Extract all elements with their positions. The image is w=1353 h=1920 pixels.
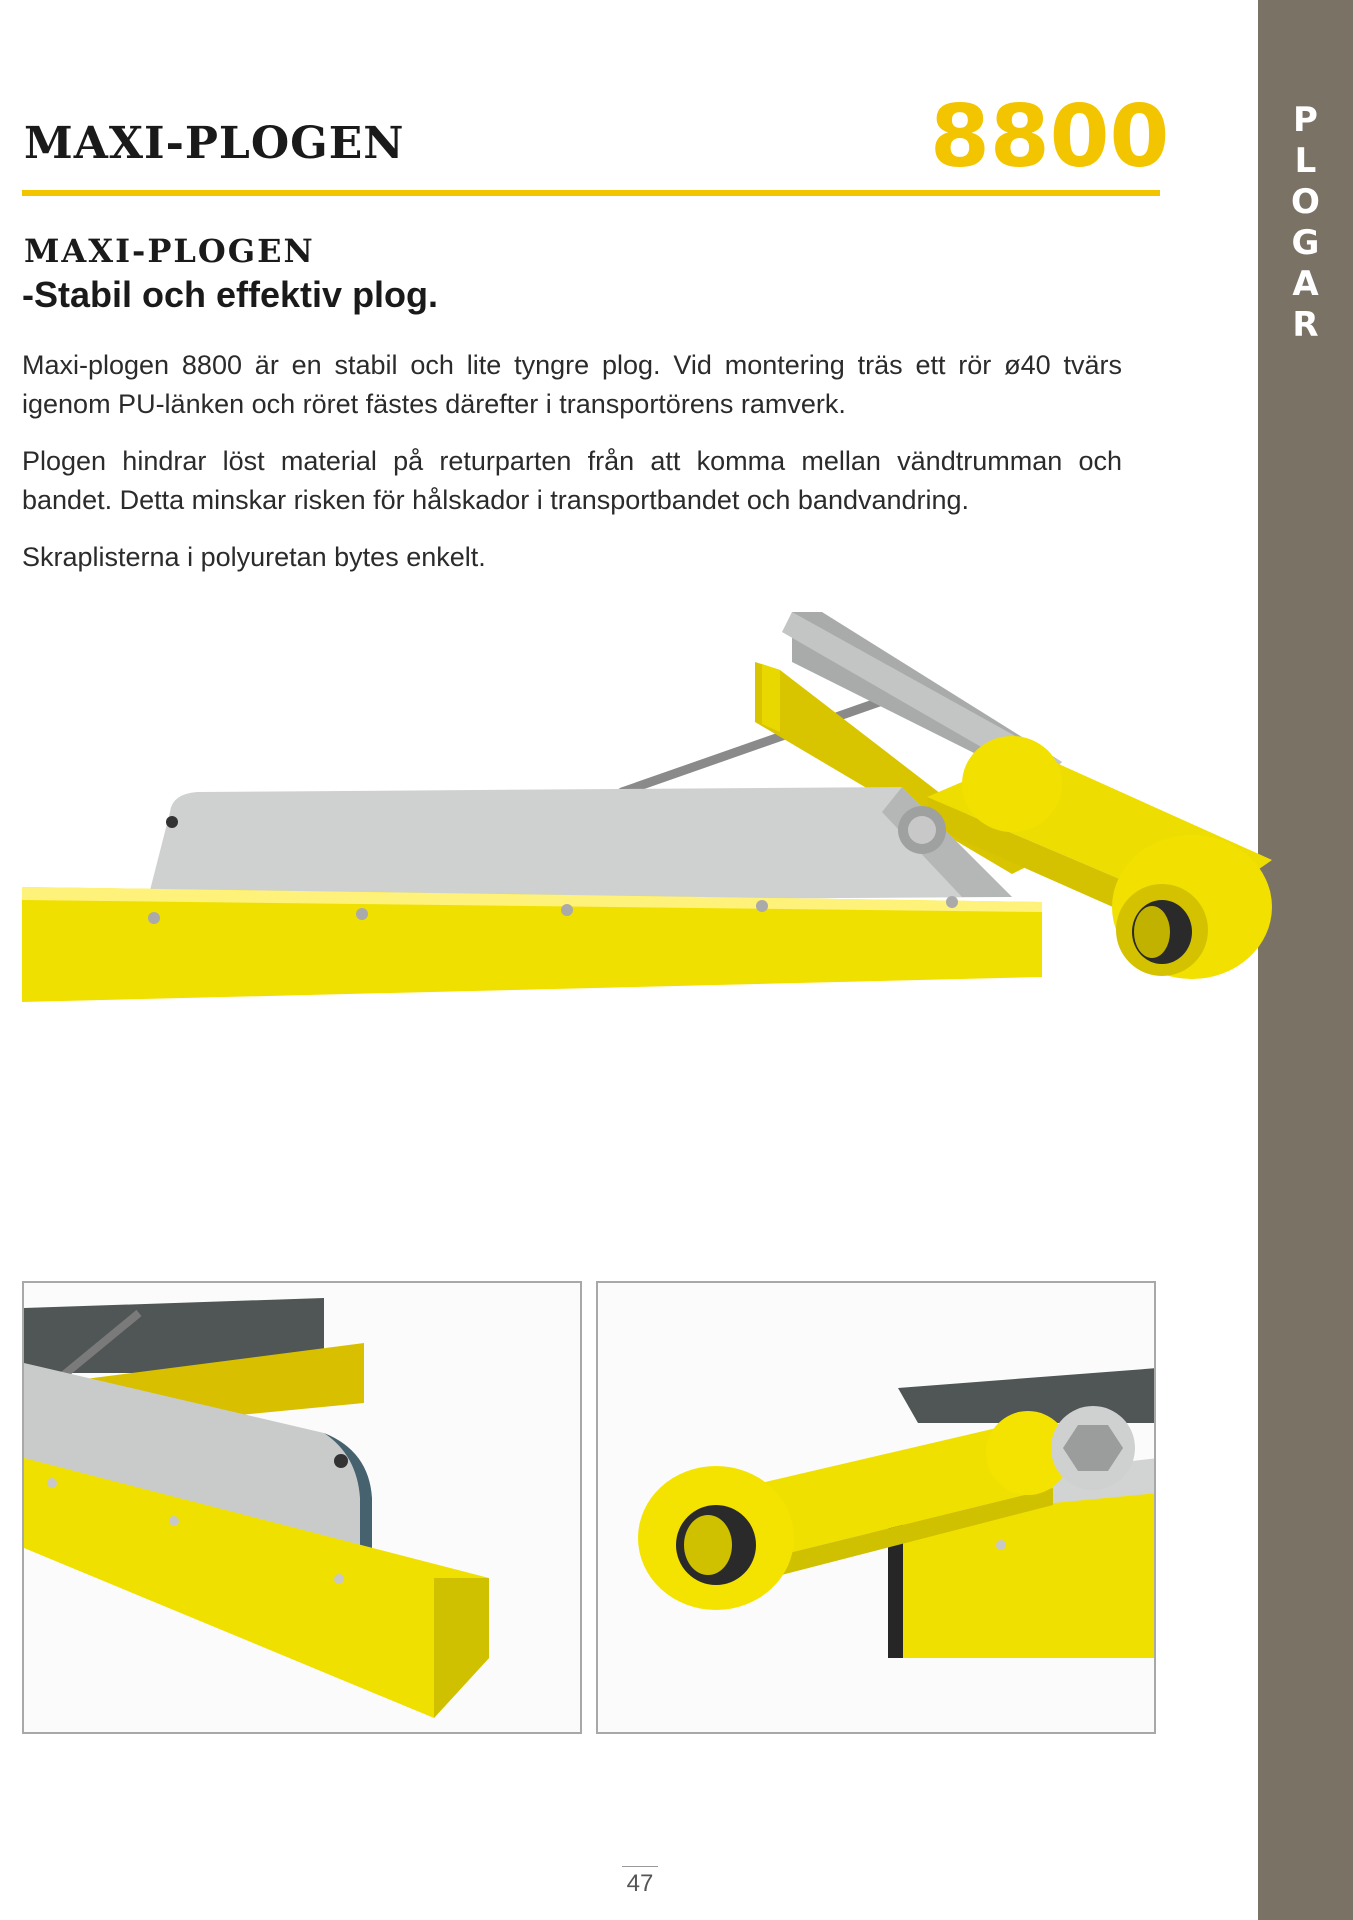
section-letter: O xyxy=(1291,182,1320,222)
description xyxy=(22,346,1122,595)
page-number: 47 xyxy=(626,1870,654,1897)
plough-blade-detail xyxy=(22,1281,582,1734)
title-divider xyxy=(22,190,1160,196)
model-number: 8800 xyxy=(930,87,1170,187)
description-paragraph: Plogen hindrar löst material på returparten från att komma mellan vändtrumman och bandet. Detta minskar risken för hålskador i transportbandet och bandvandring. xyxy=(22,446,1122,515)
product-subtitle: MAXI-PLOGEN xyxy=(24,232,315,270)
description-paragraph: Maxi-plogen 8800 är en stabil och lite tyngre plog. Vid montering träs ett rör ø40 tvärs igenom PU-länken och röret fästes därefter i transportörens ramverk. xyxy=(22,350,1122,419)
description-paragraph: Skraplisterna i polyuretan bytes enkelt. xyxy=(22,542,486,572)
section-letter: L xyxy=(1294,141,1317,181)
page-title: MAXI-PLOGEN xyxy=(24,118,405,169)
section-letter: A xyxy=(1292,264,1319,304)
plough-assembly-illustration xyxy=(22,612,1292,1012)
section-label xyxy=(1258,100,1353,346)
product-tagline: -Stabil och effektiv plog. xyxy=(22,274,439,315)
section-letter: P xyxy=(1293,100,1318,140)
footer-divider xyxy=(622,1866,658,1867)
section-letter: G xyxy=(1291,223,1320,263)
pu-link-detail xyxy=(596,1281,1156,1734)
section-letter: R xyxy=(1292,305,1319,345)
